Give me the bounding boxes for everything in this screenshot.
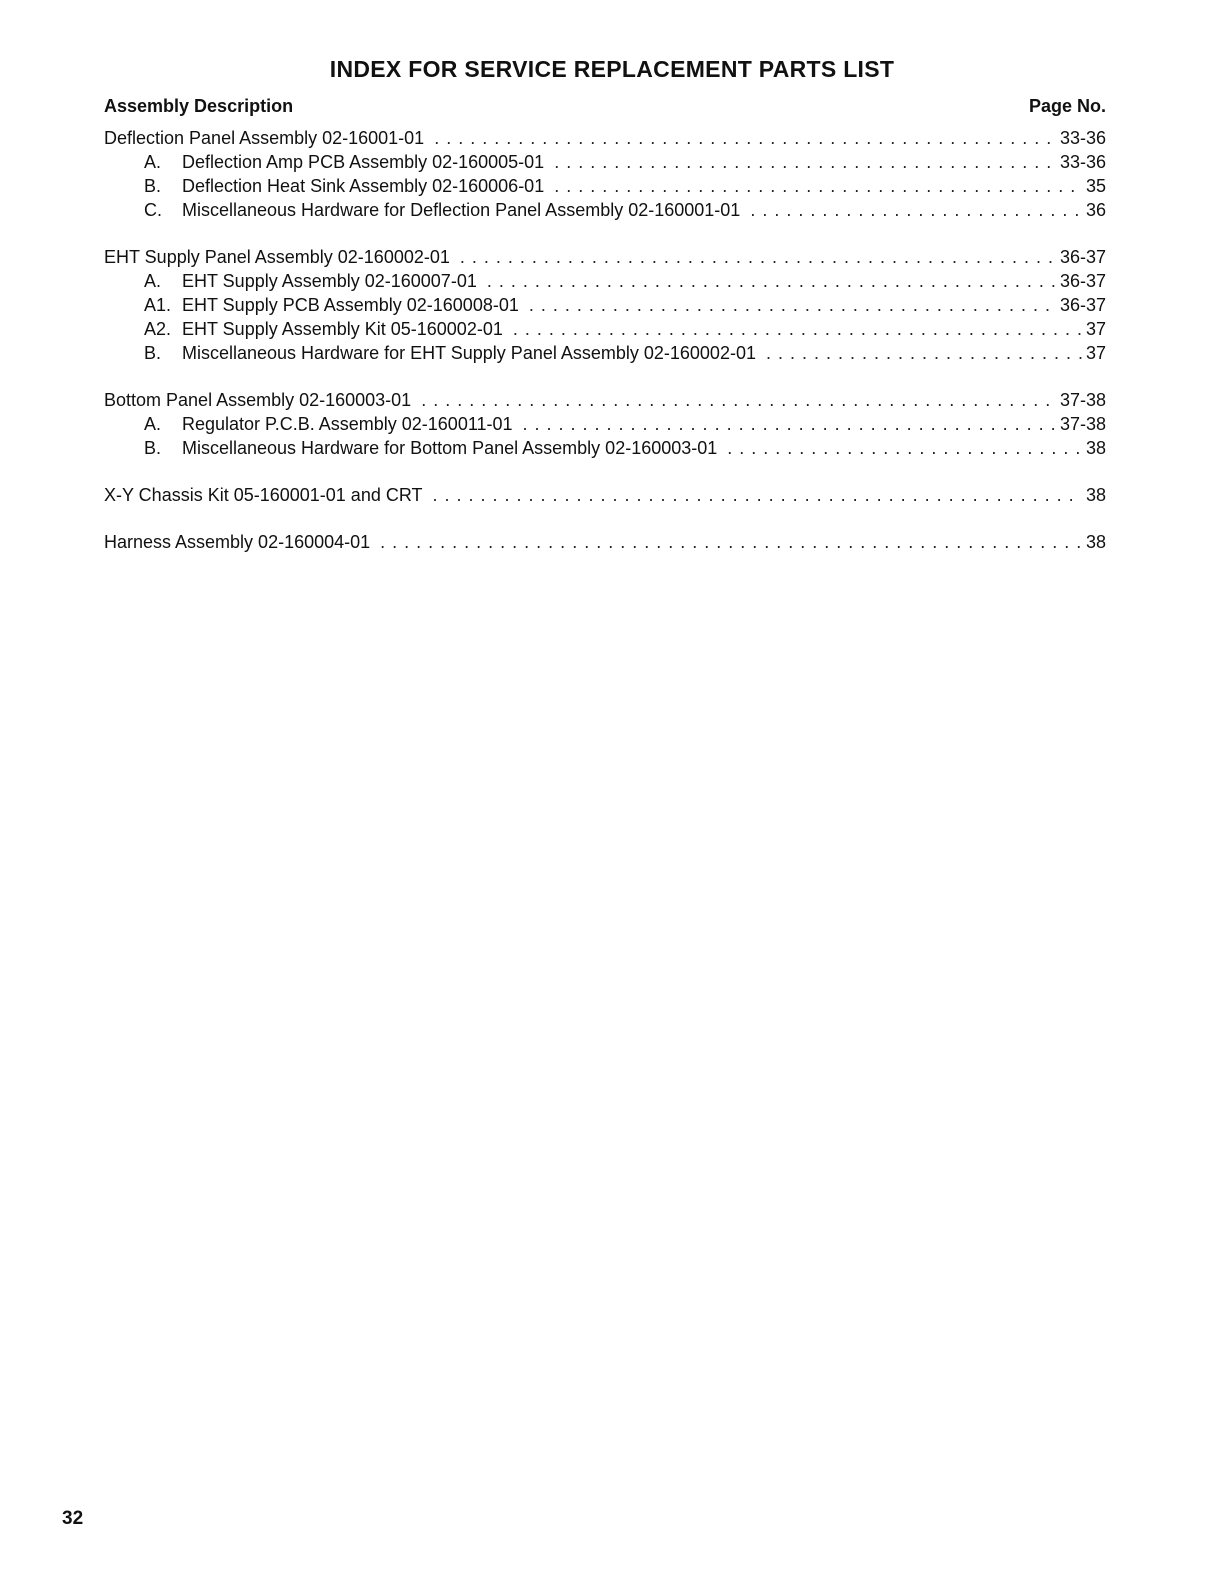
index-entry: [104, 530, 1106, 554]
index-subentry: [104, 317, 1106, 341]
dot-leader: [433, 483, 1082, 507]
dot-leader: [434, 126, 1056, 150]
entry-page: 37: [1085, 343, 1106, 363]
entry-text: EHT Supply Assembly Kit 05-160002-01: [182, 319, 503, 339]
entry-text: Miscellaneous Hardware for Deflection Panel Assembly 02-160001-01: [182, 200, 741, 220]
assembly-description-header: Assembly Description: [104, 96, 294, 116]
index-group-bottom-panel: [104, 388, 1106, 460]
subentry-letter: A2.: [144, 319, 172, 339]
index-subentry: [104, 174, 1106, 198]
index-subentry: [104, 198, 1106, 222]
entry-page: 37-38: [1059, 390, 1106, 410]
subentry-letter: C.: [144, 200, 162, 220]
entry-page: 36-37: [1059, 295, 1106, 315]
index-subentry: [104, 269, 1106, 293]
index-entry: [104, 388, 1106, 412]
dot-leader: [513, 317, 1082, 341]
entry-page: 37: [1085, 319, 1106, 339]
entry-text: Regulator P.C.B. Assembly 02-160011-01: [182, 414, 513, 434]
entry-page: 36: [1085, 200, 1106, 220]
entry-text: Miscellaneous Hardware for EHT Supply Panel Assembly 02-160002-01: [182, 343, 756, 363]
entry-page: 35: [1085, 176, 1106, 196]
index-entry: [104, 126, 1106, 150]
index-group-deflection: [104, 126, 1106, 222]
entry-text: Deflection Amp PCB Assembly 02-160005-01: [182, 152, 545, 172]
entry-text: Miscellaneous Hardware for Bottom Panel Assembly 02-160003-01: [182, 438, 718, 458]
index-subentry: [104, 412, 1106, 436]
entry-page: 38: [1085, 485, 1106, 505]
index-subentry: [104, 150, 1106, 174]
entry-page: 38: [1085, 532, 1106, 552]
page-title: INDEX FOR SERVICE REPLACEMENT PARTS LIST: [329, 56, 895, 82]
entry-text: Harness Assembly 02-160004-01: [104, 532, 371, 552]
dot-leader: [750, 198, 1082, 222]
dot-leader: [421, 388, 1056, 412]
dot-leader: [727, 436, 1082, 460]
entry-text: EHT Supply Assembly 02-160007-01: [182, 271, 477, 291]
dot-leader: [487, 269, 1056, 293]
subentry-letter: A.: [144, 152, 162, 172]
entry-page: 38: [1085, 438, 1106, 458]
index-entry: [104, 483, 1106, 507]
index-group-harness: [104, 530, 1106, 554]
subentry-letter: A1.: [144, 295, 172, 315]
dot-leader: [523, 412, 1056, 436]
index-group-xy-chassis: [104, 483, 1106, 507]
subentry-letter: B.: [144, 343, 162, 363]
subentry-letter: B.: [144, 176, 162, 196]
subentry-letter: A.: [144, 414, 162, 434]
dot-leader: [554, 150, 1056, 174]
dot-leader: [529, 293, 1056, 317]
entry-page: 33-36: [1059, 128, 1106, 148]
index-subentry: [104, 341, 1106, 365]
index-subentry: [104, 436, 1106, 460]
index-group-eht-supply: [104, 245, 1106, 365]
page-number: 32: [62, 1508, 84, 1529]
entry-text: Deflection Panel Assembly 02-16001-01: [104, 128, 425, 148]
index-entry: [104, 245, 1106, 269]
entry-page: 33-36: [1059, 152, 1106, 172]
dot-leader: [380, 530, 1082, 554]
page-number-header: Page No.: [1028, 96, 1106, 116]
subentry-letter: B.: [144, 438, 162, 458]
dot-leader: [554, 174, 1082, 198]
entry-page: 36-37: [1059, 271, 1106, 291]
entry-text: EHT Supply Panel Assembly 02-160002-01: [104, 247, 450, 267]
index-list: [104, 126, 1106, 577]
index-subentry: [104, 293, 1106, 317]
entry-text: Bottom Panel Assembly 02-160003-01: [104, 390, 412, 410]
subentry-letter: A.: [144, 271, 162, 291]
entry-text: EHT Supply PCB Assembly 02-160008-01: [182, 295, 519, 315]
entry-page: 37-38: [1059, 414, 1106, 434]
entry-text: Deflection Heat Sink Assembly 02-160006-01: [182, 176, 545, 196]
entry-text: X-Y Chassis Kit 05-160001-01 and CRT: [104, 485, 423, 505]
dot-leader: [766, 341, 1082, 365]
entry-page: 36-37: [1059, 247, 1106, 267]
dot-leader: [460, 245, 1056, 269]
